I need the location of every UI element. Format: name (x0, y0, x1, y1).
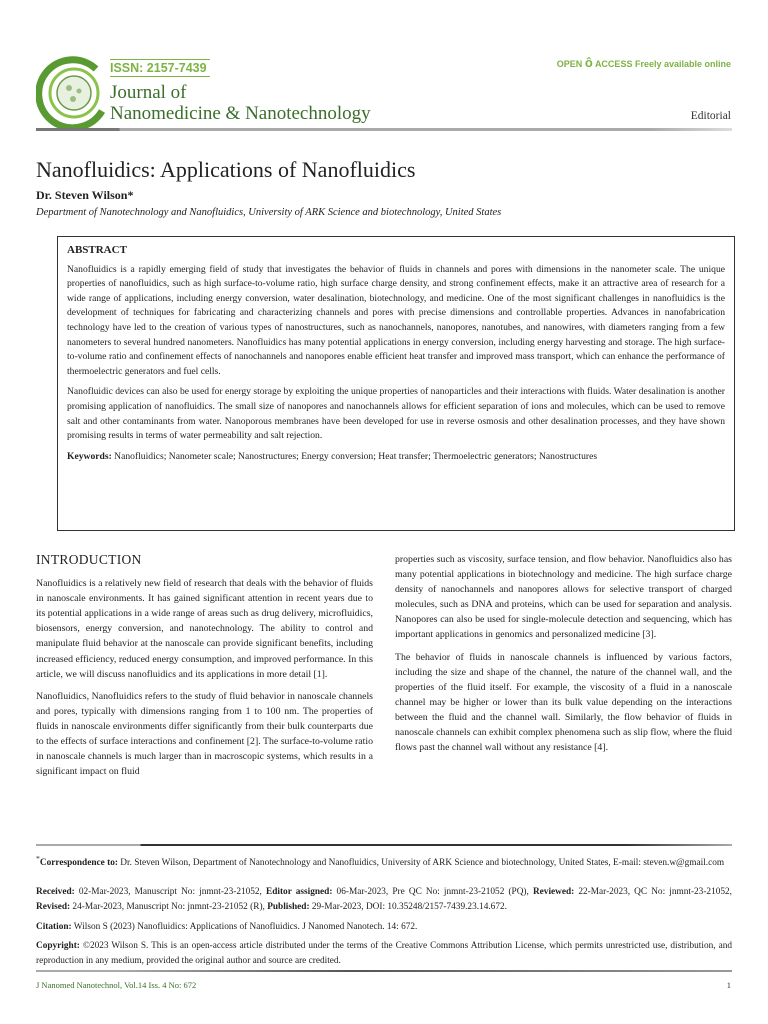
copyright-label: Copyright: (36, 941, 80, 951)
body-paragraph: Nanofluidics, Nanofluidics refers to the study of fluid behavior in nanoscale channels and pores, typically with dimensions ranging from 1 to 100 nm. The properties of fluids in nanoscale environments differ significantly from their bulk counterparts due to the effects of surface interactions and confinement [2]. The surface-to-volume ratio in nanoscale channels is much larger than in macroscopic systems, which results in a significant impact on fluid (36, 690, 373, 778)
body-paragraph: properties such as viscosity, surface tension, and flow behavior. Nanofluidics also has many potential applications in biotechnology and medicine. The high surface charge density of nanochannels and nanopores allows for selective transport of charged molecules, such as DNA and proteins, which can be used for separation and analysis. Nanopores can also be used for single-molecule detection and sequencing, which has important applications in genomics and personalized medicine [3]. (395, 554, 732, 641)
citation-text: Wilson S (2023) Nanofluidics: Applications of Nanofluidics. J Nanomed Nanotech. 14: 672. (73, 922, 418, 932)
reviewed: 22-Mar-2023, QC No: jnmnt-23-21052, (578, 887, 732, 897)
affiliation: Department of Nanotechnology and Nanofluidics, University of ARK Science and biotechnology, United States (36, 207, 502, 218)
access-label: ACCESS Freely available online (594, 59, 731, 69)
journal-title (110, 82, 371, 124)
citation-label: Citation: (36, 922, 72, 932)
dates (36, 885, 732, 914)
body-paragraph: Nanofluidics is a relatively new field of research that deals with the behavior of fluids in nanoscale environments. It has gained significant attention in recent years due to its potential applications in a wide range of areas such as drug delivery, microfluidics, biosensors, energy conversion, and nanotechnology. The ability to control and manipulate fluid behavior at the nanoscale can provide significant benefits, including increased efficiency, reduced energy consumption, and improved performance. In this article, we will discuss nanofluidics and its applications in more detail [1]. (36, 578, 373, 680)
keywords-label: Keywords: (67, 450, 112, 462)
right-column (395, 552, 732, 762)
body-paragraph: The behavior of fluids in nanoscale channels is influenced by various factors, including the size and shape of the channel, the nature of the channel wall, and the properties of the fluid itself. For example, the viscosity of a fluid in a nanoscale channel may be higher or lower than its bulk value depending on the interactions between the fluid and the channel wall. Similarly, the flow behavior of fluids in nanoscale channels can exhibit complex phenomena such as slip flow, where the fluid flows past the channel wall without any resistance [4]. (395, 651, 732, 754)
open-access-badge (557, 55, 731, 70)
abstract-box (57, 236, 735, 531)
copyright-text: ©2023 Wilson S. This is an open-access article distributed under the terms of the Creative Commons Attribution License, which permits unrestricted use, distribution, and reproduction in any medium, provided the original author and source are credited. (36, 941, 732, 966)
reviewed-label: Reviewed: (532, 887, 575, 897)
editor-label: Editor assigned: (266, 887, 333, 897)
author: Dr. Steven Wilson* (36, 188, 134, 202)
open-access-lock-icon: ô (584, 55, 593, 70)
journal-title-line2: Nanomedicine & Nanotechnology (110, 103, 371, 124)
page-number: 1 (726, 980, 731, 990)
header-divider (36, 128, 732, 131)
footnote-divider (36, 844, 732, 846)
article-title: Nanofluidics: Applications of Nanofluidics (36, 157, 416, 182)
abstract-paragraph: Nanofluidic devices can also be used for energy storage by exploiting the unique properties of nanoparticles and their interactions with fluids. Water desalination is another promising application of nanofluidics. The small size of nanopores and nanochannels allows for efficient separation of ions and molecules, which can be used to remove salt and other contaminants from water. Nanoporous membranes have been developed for use in reverse osmosis and other desalination processes, and they have shown promising results in terms of water permeability and salt rejection. (67, 386, 725, 442)
journal-title-line1: Journal of (110, 82, 187, 103)
revised-label: Revised: (36, 901, 71, 912)
keywords (67, 450, 725, 465)
journal-reference: J Nanomed Nanotechnol, Vol.14 Iss. 4 No: 672 (36, 980, 197, 990)
copyright (36, 939, 732, 968)
correspondence: *Correspondence to: Dr. Steven Wilson, Department of Nanotechnology and Nanofluidics, University of ARK Science and biotechnology, United States, E-mail: steven.w@gmail.com (36, 854, 725, 869)
page-footer-divider (36, 970, 732, 972)
received-label: Received: (36, 887, 75, 897)
editor-assigned: 06-Mar-2023, Pre QC No: jnmnt-23-21052 (PQ), (336, 887, 529, 897)
published-label: Published: (267, 901, 310, 912)
revised: 24-Mar-2023, Manuscript No: jnmnt-23-21052 (R), (72, 901, 265, 912)
journal-logo (36, 55, 112, 131)
keywords-text: Nanofluidics; Nanometer scale; Nanostructures; Energy conversion; Heat transfer; Thermoelectric generators; Nanostructures (114, 450, 598, 462)
published: 29-Mar-2023, DOI: 10.35248/2157-7439.23.14.672. (311, 901, 507, 912)
issn: ISSN: 2157-7439 (110, 59, 210, 77)
received: 02-Mar-2023, Manuscript No: jnmnt-23-21052, (78, 887, 262, 897)
correspondence-text: Dr. Steven Wilson, Department of Nanotechnology and Nanofluidics, University of ARK Science and biotechnology, United States, E-mail: steven.w@gmail.com (120, 858, 725, 869)
abstract-paragraph: Nanofluidics is a rapidly emerging field of study that investigates the behavior of fluids in channels and pores with dimensions in the nanometer scale. The unique properties of nanofluidics, such as high surface-to-volume ratio, high surface charge density, and strong confinement effects, make it an attractive area of research for a wide range of applications, including energy conversion, water desalination, biotechnology, and medicine. One of the most significant challenges in nanofluidics is the development of techniques for fabricating and characterizing channels and pores with precise dimensions and controllable properties. Advances in nanofabrication technology have led to the creation of various types of nanostructures, such as nanochannels, nanopores, nanotubes, and nanowires, with diameters ranging from a few nanometers to several hundred nanometers. Nanofluidics has many potential applications in energy conversion, including energy harvesting and storage. The high surface-to-volume ratio and confinement effects of nanochannels and nanopores enable efficient heat transfer and improved mass transport, which can enhance the performance of thermoelectric generators and fuel cells. (67, 263, 725, 377)
correspondence-label: Correspondence to: (39, 858, 118, 869)
open-label: OPEN (556, 59, 583, 69)
abstract-heading: ABSTRACT (67, 244, 127, 256)
citation (36, 920, 732, 935)
introduction-heading: INTRODUCTION (36, 552, 142, 567)
left-column (36, 552, 373, 786)
article-type: Editorial (690, 110, 731, 122)
